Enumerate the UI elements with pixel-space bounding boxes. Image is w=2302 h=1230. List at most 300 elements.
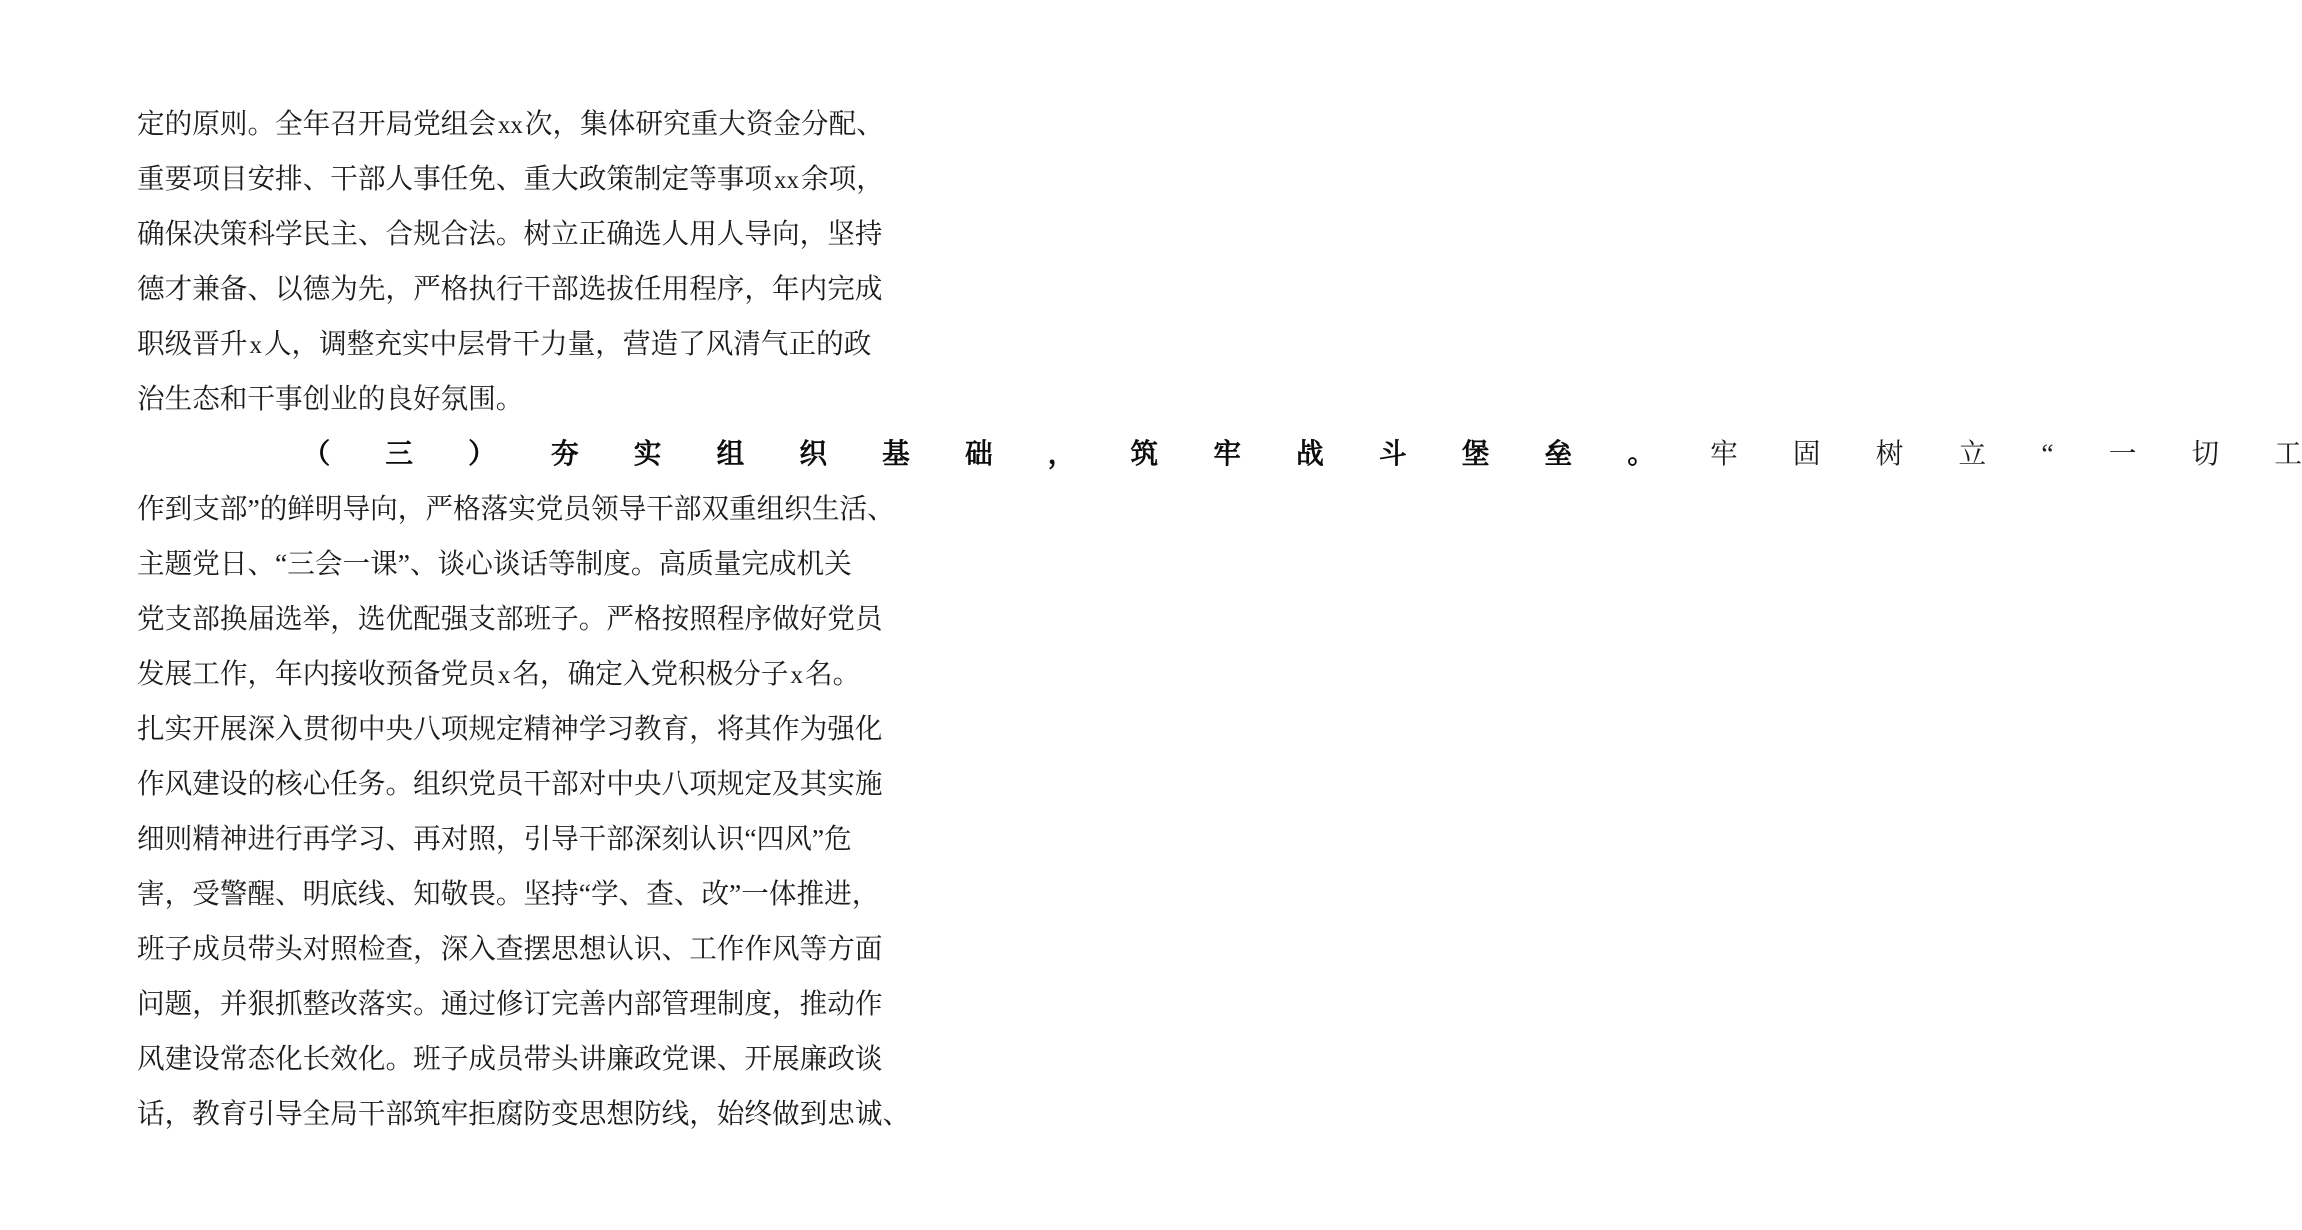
body-char: 到 bbox=[799, 1098, 828, 1129]
body-char: 进 bbox=[824, 878, 852, 909]
body-char: 严 bbox=[413, 273, 441, 304]
body-char: 层 bbox=[457, 328, 485, 359]
body-char: 精 bbox=[523, 713, 552, 744]
body-char: 究 bbox=[662, 108, 691, 139]
body-char: 成 bbox=[854, 273, 883, 304]
body-char: 危 bbox=[824, 823, 852, 854]
body-char: 晋 bbox=[192, 328, 220, 359]
body-char: 实 bbox=[164, 713, 193, 744]
body-char: ” bbox=[247, 493, 260, 524]
body-char: 营 bbox=[622, 328, 651, 359]
body-char: 、 bbox=[867, 493, 895, 524]
body-char: 鲜 bbox=[287, 493, 315, 524]
body-char: 落 bbox=[480, 493, 509, 524]
body-char: 党 bbox=[468, 768, 496, 799]
body-char: 话 bbox=[520, 548, 549, 579]
body-char: 升 bbox=[219, 328, 248, 359]
body-char: 工 bbox=[2274, 438, 2302, 469]
body-char: 思 bbox=[551, 933, 579, 964]
body-char: 线 bbox=[661, 1098, 690, 1129]
text-line bbox=[137, 701, 883, 756]
body-char: 完 bbox=[827, 273, 855, 304]
body-char: 选 bbox=[275, 603, 303, 634]
body-char: 正 bbox=[578, 218, 607, 249]
body-char: 制 bbox=[575, 548, 604, 579]
body-char: 设 bbox=[192, 1043, 220, 1074]
body-char: 规 bbox=[413, 218, 441, 249]
body-char: 分 bbox=[733, 658, 761, 689]
body-char: 力 bbox=[540, 328, 568, 359]
body-char: 级 bbox=[164, 328, 193, 359]
body-char: 极 bbox=[705, 658, 734, 689]
body-char: 作 bbox=[219, 658, 248, 689]
body-char: 活 bbox=[839, 493, 868, 524]
body-char: ， bbox=[689, 713, 717, 744]
paragraph bbox=[137, 426, 2302, 1141]
body-char: 央 bbox=[385, 713, 414, 744]
body-char: 四 bbox=[756, 823, 785, 854]
body-char: 任 bbox=[330, 768, 358, 799]
text-line bbox=[137, 316, 872, 371]
heading-char: 夯 bbox=[550, 438, 579, 469]
body-char: 部 bbox=[219, 493, 248, 524]
body-char: 育 bbox=[219, 1098, 248, 1129]
body-char: 诚 bbox=[854, 1098, 883, 1129]
body-char: 八 bbox=[661, 768, 690, 799]
body-char: 神 bbox=[219, 823, 248, 854]
body-char: 及 bbox=[772, 768, 800, 799]
body-char: 骨 bbox=[484, 328, 513, 359]
heading-char: 实 bbox=[633, 438, 662, 469]
body-char: 认 bbox=[606, 933, 634, 964]
body-char: 完 bbox=[741, 548, 769, 579]
body-char: 原 bbox=[192, 108, 220, 139]
body-char: 树 bbox=[523, 218, 552, 249]
body-char: 为 bbox=[330, 273, 358, 304]
body-char: 格 bbox=[440, 273, 469, 304]
body-char: 题 bbox=[164, 988, 193, 1019]
body-char: 序 bbox=[716, 273, 745, 304]
body-char: 年 bbox=[275, 658, 303, 689]
body-char: 。 bbox=[413, 988, 441, 1019]
body-char: 学 bbox=[578, 713, 607, 744]
body-char: 部 bbox=[673, 493, 702, 524]
body-char: 会 bbox=[314, 548, 343, 579]
body-char: 问 bbox=[137, 988, 165, 1019]
body-char: 再 bbox=[302, 823, 331, 854]
body-char: 细 bbox=[137, 823, 165, 854]
body-char: 确 bbox=[606, 218, 634, 249]
body-char: 成 bbox=[468, 1043, 496, 1074]
body-char: 定 bbox=[595, 658, 623, 689]
body-char: 习 bbox=[606, 713, 634, 744]
body-char: 双 bbox=[701, 493, 730, 524]
body-char: 对 bbox=[440, 823, 469, 854]
body-char: ， bbox=[799, 218, 828, 249]
body-char: 化 bbox=[357, 1043, 386, 1074]
body-char: 要 bbox=[164, 163, 193, 194]
body-char: 组 bbox=[756, 493, 785, 524]
body-char: 干 bbox=[512, 328, 541, 359]
body-char: 部 bbox=[192, 603, 220, 634]
body-char: 建 bbox=[164, 1043, 193, 1074]
body-char: 头 bbox=[551, 1043, 579, 1074]
body-char: 干 bbox=[578, 823, 607, 854]
body-char: 选 bbox=[578, 273, 607, 304]
body-char: 的 bbox=[259, 493, 288, 524]
body-char: 为 bbox=[799, 713, 828, 744]
body-char: 一 bbox=[2108, 438, 2137, 469]
body-char: 深 bbox=[440, 933, 469, 964]
body-char: ， bbox=[330, 603, 358, 634]
body-char: 资 bbox=[745, 108, 774, 139]
body-char: 集 bbox=[580, 108, 608, 139]
body-char: 名 bbox=[512, 658, 541, 689]
heading-char: （ bbox=[302, 438, 331, 469]
body-char: 一 bbox=[741, 878, 769, 909]
body-char: 作 bbox=[137, 493, 165, 524]
body-char: 定 bbox=[744, 768, 773, 799]
body-char: 党 bbox=[137, 603, 165, 634]
body-char: 照 bbox=[330, 933, 358, 964]
body-char: 廉 bbox=[799, 1043, 828, 1074]
body-char: 敬 bbox=[440, 878, 469, 909]
body-char: 备 bbox=[219, 273, 248, 304]
body-char: 内 bbox=[606, 988, 634, 1019]
body-char: 高 bbox=[658, 548, 687, 579]
body-char: 人 bbox=[661, 218, 690, 249]
body-char: 党 bbox=[650, 658, 679, 689]
body-char: 党 bbox=[440, 658, 469, 689]
body-char: 向 bbox=[370, 493, 398, 524]
body-char: 防 bbox=[633, 1098, 662, 1129]
body-char: 分 bbox=[801, 108, 829, 139]
body-char: 其 bbox=[744, 713, 773, 744]
body-char: 举 bbox=[302, 603, 331, 634]
body-char: 事 bbox=[716, 163, 745, 194]
body-char: 风 bbox=[164, 768, 193, 799]
body-char: 全 bbox=[275, 108, 303, 139]
body-char: 领 bbox=[591, 493, 619, 524]
body-char: 教 bbox=[192, 1098, 220, 1129]
body-char: 。 bbox=[385, 1043, 414, 1074]
body-char: 整 bbox=[346, 328, 375, 359]
body-char: 日 bbox=[219, 548, 248, 579]
text-line bbox=[137, 1031, 883, 1086]
body-char: 年 bbox=[772, 273, 800, 304]
body-char: 警 bbox=[219, 878, 248, 909]
body-char: 子 bbox=[164, 933, 193, 964]
paragraph bbox=[137, 96, 884, 426]
body-char: 员 bbox=[219, 933, 248, 964]
body-char: 、 bbox=[247, 273, 276, 304]
body-char: 干 bbox=[523, 768, 552, 799]
body-char: “ bbox=[744, 823, 757, 854]
body-char: ， bbox=[291, 328, 320, 359]
heading-char: 础 bbox=[964, 438, 993, 469]
body-char: 忠 bbox=[827, 1098, 855, 1129]
body-char: 党 bbox=[413, 108, 441, 139]
body-char: 一 bbox=[342, 548, 371, 579]
body-char: 重 bbox=[523, 163, 552, 194]
body-char: 积 bbox=[678, 658, 706, 689]
body-char: 开 bbox=[357, 108, 386, 139]
body-char: ， bbox=[164, 1098, 193, 1129]
body-char: 整 bbox=[302, 988, 331, 1019]
body-char: 员 bbox=[495, 768, 524, 799]
body-char: 检 bbox=[357, 933, 386, 964]
body-char: 部 bbox=[606, 823, 634, 854]
body-char: 学 bbox=[275, 218, 303, 249]
body-char: 八 bbox=[413, 713, 441, 744]
body-char: 人 bbox=[716, 218, 745, 249]
body-char: 、 bbox=[618, 878, 647, 909]
body-char: 长 bbox=[302, 1043, 331, 1074]
body-char: 。 bbox=[578, 603, 607, 634]
body-char: 清 bbox=[733, 328, 761, 359]
body-char: 。 bbox=[495, 218, 524, 249]
body-char: 、 bbox=[385, 823, 414, 854]
body-char: 格 bbox=[633, 603, 662, 634]
body-char: 管 bbox=[661, 988, 690, 1019]
body-char: 项 bbox=[192, 163, 220, 194]
body-char: 等 bbox=[689, 163, 717, 194]
body-char: 支 bbox=[468, 603, 496, 634]
body-char: 引 bbox=[247, 1098, 276, 1129]
body-char: 子 bbox=[551, 603, 579, 634]
body-char: 用 bbox=[689, 218, 717, 249]
body-char: ， bbox=[856, 163, 884, 194]
body-char: 牢 bbox=[440, 1098, 469, 1129]
body-char: 部 bbox=[495, 603, 524, 634]
body-char: 党 bbox=[661, 1043, 690, 1074]
body-char: ， bbox=[552, 108, 581, 139]
body-char: 德 bbox=[302, 273, 331, 304]
body-char: 余 bbox=[801, 163, 829, 194]
body-char: 课 bbox=[689, 1043, 717, 1074]
body-char: 实 bbox=[401, 328, 430, 359]
body-char: 局 bbox=[330, 1098, 358, 1129]
body-char: 查 bbox=[495, 933, 524, 964]
body-char: 开 bbox=[744, 1043, 773, 1074]
body-text: 治生态和干事创业的良好氛围。 bbox=[137, 383, 524, 414]
body-char: 再 bbox=[413, 823, 441, 854]
body-char: ， bbox=[164, 878, 193, 909]
body-char: 态 bbox=[247, 1043, 276, 1074]
body-char: 展 bbox=[219, 713, 248, 744]
body-char: 合 bbox=[440, 218, 469, 249]
text-line bbox=[137, 151, 884, 206]
body-char: 。 bbox=[247, 108, 276, 139]
body-char: 三 bbox=[287, 548, 315, 579]
body-char: 推 bbox=[799, 988, 828, 1019]
body-char: 中 bbox=[606, 768, 634, 799]
body-char: 政 bbox=[633, 1043, 662, 1074]
body-char: 树 bbox=[1875, 438, 1904, 469]
body-char: 届 bbox=[247, 603, 276, 634]
body-char: ” bbox=[811, 823, 825, 854]
body-char: 员 bbox=[563, 493, 591, 524]
body-char: 、 bbox=[357, 218, 386, 249]
body-char: 完 bbox=[551, 988, 579, 1019]
latin-placeholder: xx bbox=[774, 167, 800, 194]
body-char: 党 bbox=[192, 548, 220, 579]
body-char: 事 bbox=[413, 163, 441, 194]
heading-char: 垒 bbox=[1544, 438, 1573, 469]
body-char: 讲 bbox=[578, 1043, 607, 1074]
body-char: 保 bbox=[164, 218, 193, 249]
body-char: “ bbox=[275, 548, 288, 579]
body-char: 支 bbox=[164, 603, 193, 634]
text-line bbox=[137, 1086, 911, 1141]
body-char: 才 bbox=[164, 273, 193, 304]
body-char: 等 bbox=[799, 933, 828, 964]
body-char: 心 bbox=[302, 768, 331, 799]
body-char: 害 bbox=[137, 878, 165, 909]
body-char: 确 bbox=[567, 658, 596, 689]
body-char: 会 bbox=[468, 108, 496, 139]
body-char: 。 bbox=[495, 878, 524, 909]
heading-char: 三 bbox=[385, 438, 413, 469]
body-char: ， bbox=[851, 878, 880, 909]
body-char: 班 bbox=[523, 603, 552, 634]
body-char: 摆 bbox=[523, 933, 552, 964]
body-char: 、 bbox=[882, 1098, 911, 1129]
body-char: 研 bbox=[635, 108, 663, 139]
body-char: 醒 bbox=[247, 878, 276, 909]
body-char: 制 bbox=[633, 163, 662, 194]
body-char: 次 bbox=[524, 108, 553, 139]
body-char: 任 bbox=[633, 273, 662, 304]
body-char: 干 bbox=[646, 493, 674, 524]
body-char: 政 bbox=[827, 1043, 855, 1074]
body-char: 备 bbox=[413, 658, 441, 689]
body-char: 目 bbox=[219, 163, 248, 194]
body-char: 大 bbox=[551, 163, 579, 194]
body-char: 配 bbox=[828, 108, 857, 139]
body-char: 、 bbox=[409, 548, 438, 579]
body-char: 、 bbox=[247, 548, 276, 579]
body-char: 、 bbox=[385, 878, 414, 909]
body-char: 贯 bbox=[302, 713, 331, 744]
heading-char: 牢 bbox=[1213, 438, 1241, 469]
body-char: 政 bbox=[843, 328, 872, 359]
body-char: 改 bbox=[330, 988, 358, 1019]
body-char: 严 bbox=[425, 493, 453, 524]
text-line bbox=[137, 536, 852, 591]
body-char: 则 bbox=[164, 823, 193, 854]
body-char: 支 bbox=[192, 493, 220, 524]
body-char: 的 bbox=[164, 108, 193, 139]
body-char: 终 bbox=[744, 1098, 773, 1129]
body-char: 内 bbox=[302, 658, 331, 689]
body-char: 部 bbox=[551, 273, 579, 304]
body-char: 落 bbox=[357, 988, 386, 1019]
body-char: 强 bbox=[827, 713, 855, 744]
heading-char: 组 bbox=[716, 438, 745, 469]
body-char: 识 bbox=[633, 933, 662, 964]
body-char: 设 bbox=[219, 768, 248, 799]
heading-char: 基 bbox=[882, 438, 910, 469]
body-char: 员 bbox=[468, 658, 496, 689]
body-char: 召 bbox=[330, 108, 358, 139]
body-char: 扎 bbox=[137, 713, 165, 744]
body-char: ， bbox=[744, 273, 773, 304]
body-char: 做 bbox=[772, 603, 800, 634]
body-char: 选 bbox=[633, 218, 662, 249]
body-char: 合 bbox=[385, 218, 414, 249]
body-char: 做 bbox=[772, 1098, 800, 1129]
body-char: 刻 bbox=[661, 823, 690, 854]
body-char: 化 bbox=[275, 1043, 303, 1074]
body-char: 、 bbox=[661, 933, 690, 964]
body-char: 入 bbox=[622, 658, 651, 689]
body-char: “ bbox=[2041, 438, 2054, 469]
body-char: 照 bbox=[689, 603, 717, 634]
body-char: 德 bbox=[137, 273, 165, 304]
body-char: 预 bbox=[385, 658, 414, 689]
body-char: 、 bbox=[673, 878, 702, 909]
body-char: 并 bbox=[219, 988, 248, 1019]
body-char: 关 bbox=[824, 548, 852, 579]
body-char: 教 bbox=[633, 713, 662, 744]
text-line bbox=[137, 921, 883, 976]
body-char: 作 bbox=[716, 933, 745, 964]
body-char: ， bbox=[495, 823, 524, 854]
body-char: 好 bbox=[799, 603, 828, 634]
body-char: 优 bbox=[385, 603, 414, 634]
body-char: 风 bbox=[784, 823, 812, 854]
body-char: 定 bbox=[137, 108, 165, 139]
body-char: 实 bbox=[385, 988, 414, 1019]
body-char: 序 bbox=[744, 603, 773, 634]
body-char: 深 bbox=[633, 823, 662, 854]
body-char: 进 bbox=[247, 823, 276, 854]
body-char: 引 bbox=[523, 823, 552, 854]
body-char: 正 bbox=[788, 328, 817, 359]
body-char: 腐 bbox=[495, 1098, 524, 1129]
body-char: ” bbox=[729, 878, 742, 909]
body-char: 党 bbox=[827, 603, 855, 634]
body-char: 大 bbox=[718, 108, 746, 139]
body-char: 班 bbox=[137, 933, 165, 964]
body-char: 员 bbox=[854, 603, 883, 634]
body-char: 建 bbox=[192, 768, 220, 799]
body-char: 策 bbox=[606, 163, 634, 194]
text-line bbox=[137, 976, 883, 1031]
body-char: 党 bbox=[535, 493, 564, 524]
body-char: 、 bbox=[716, 1043, 745, 1074]
body-char: 风 bbox=[137, 1043, 165, 1074]
body-char: 的 bbox=[247, 768, 276, 799]
body-char: 决 bbox=[192, 218, 220, 249]
body-char: 严 bbox=[606, 603, 634, 634]
body-char: 动 bbox=[827, 988, 855, 1019]
body-char: 调 bbox=[319, 328, 347, 359]
body-char: 抓 bbox=[275, 988, 303, 1019]
text-line bbox=[137, 371, 813, 426]
body-char: 排 bbox=[275, 163, 303, 194]
body-char: 拒 bbox=[468, 1098, 496, 1129]
body-char: 年 bbox=[302, 108, 331, 139]
body-char: ， bbox=[772, 988, 800, 1019]
body-char: 防 bbox=[523, 1098, 552, 1129]
body-char: 质 bbox=[686, 548, 714, 579]
body-char: 气 bbox=[760, 328, 789, 359]
body-char: 面 bbox=[854, 933, 883, 964]
body-char: 务 bbox=[357, 768, 386, 799]
body-char: 展 bbox=[164, 658, 193, 689]
